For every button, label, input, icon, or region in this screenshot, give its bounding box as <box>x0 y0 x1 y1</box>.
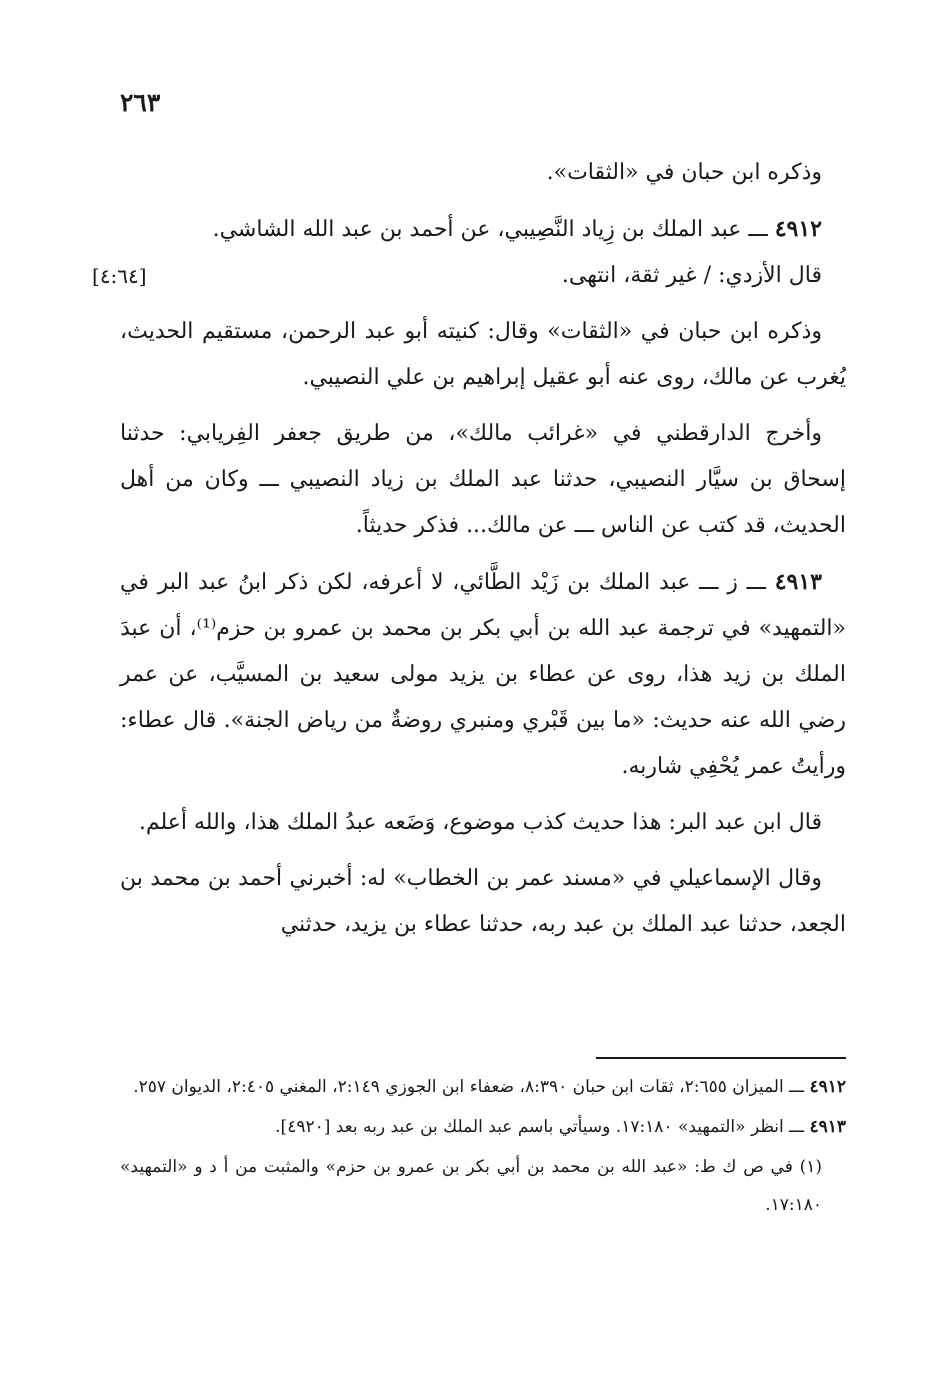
margin-reference: [٤:٦٤] <box>92 264 147 288</box>
azdi-text: قال الأزدي: / غير ثقة، انتهى. <box>561 263 822 288</box>
paragraph-ismaili: وقال الإسماعيلي في «مسند عمر بن الخطاب» له: أخبرني أحمد بن محمد بن الجعد، حدثنا عبد الملك بن عبد ربه، حدثنا عطاء بن يزيد، حدثني <box>120 866 846 937</box>
footnote-text: ـــ انظر «التمهيد» ١٧:١٨٠. وسيأتي باسم عبد الملك بن عبد ربه بعد [٤٩٢٠]. <box>275 1117 810 1137</box>
entry-4913 <box>120 559 846 790</box>
footnotes <box>120 1068 846 1226</box>
entry-4912 <box>92 206 846 299</box>
entry-number: ٤٩١٢ <box>774 216 822 242</box>
entry-number: ٤٩١٣ <box>774 569 822 595</box>
entry-text: ـــ ز ـــ عبد الملك بن زَيْد الطَّائي، لا أعرفه، لكن ذكر ابنُ عبد البر في «التمهيد» في ترجمة عبد الله بن أبي بكر بن محمد بن عمرو بن حزم⁽¹⁾، أن عبدَ الملك بن زيد هذا، روى عن عطاء بن يزيد مولى سعيد بن المسيَّب، عن عمر رضي الله عنه حديث: «ما بين قَبْري ومنبري روضةٌ من رياض الجنة». قال عطاء: ورأيتُ عمر يُحْفِي شاربه. <box>120 570 847 779</box>
footnote-4912 <box>120 1068 846 1106</box>
azdi-line <box>92 253 846 299</box>
entry-text: ـــ عبد الملك بن زِياد النَّصِيبي، عن أحمد بن عبد الله الشاشي. <box>212 217 775 242</box>
paragraph-ibn-hibban: وذكره ابن حبان في «الثقات». <box>546 160 822 185</box>
page-number: ٢٦٣ <box>120 88 161 117</box>
paragraph-kunya: وذكره ابن حبان في «الثقات» وقال: كنيته أبو عبد الرحمن، مستقيم الحديث، يُغرب عن مالك، روى عنه أبو عقيل إبراهيم بن علي النصيبي. <box>120 319 846 390</box>
main-text <box>92 150 847 958</box>
footnote-text: ـــ الميزان ٢:٦٥٥، ثقات ابن حبان ٨:٣٩٠، ضعفاء ابن الجوزي ٢:١٤٩، المغني ٢:٤٠٥، الديوان ٢٥٧. <box>133 1077 810 1097</box>
footnote-divider <box>596 1057 846 1059</box>
paragraph-daraqutni: وأخرج الدارقطني في «غرائب مالك»، من طريق جعفر الفِريابي: حدثنا إسحاق بن سيَّار النصيبي، حدثنا عبد الملك بن زياد النصيبي ـــ وكان من أهل الحديث، قد كتب عن الناس ـــ عن مالك... فذكر حديثاً. <box>120 421 846 538</box>
footnote-1: (١) في ص ك ط: «عبد الله بن محمد بن أبي بكر بن عمرو بن حزم» والمثبت من أ د و «التمهيد» ١٧:١٨٠. <box>120 1157 822 1215</box>
footnote-number: ٤٩١٣ <box>809 1117 846 1137</box>
paragraph-ibn-abd-al-barr: قال ابن عبد البر: هذا حديث كذب موضوع، وَضَعه عبدُ الملك هذا، والله أعلم. <box>138 810 822 835</box>
footnote-number: ٤٩١٢ <box>809 1077 846 1097</box>
footnote-4913 <box>120 1108 846 1146</box>
